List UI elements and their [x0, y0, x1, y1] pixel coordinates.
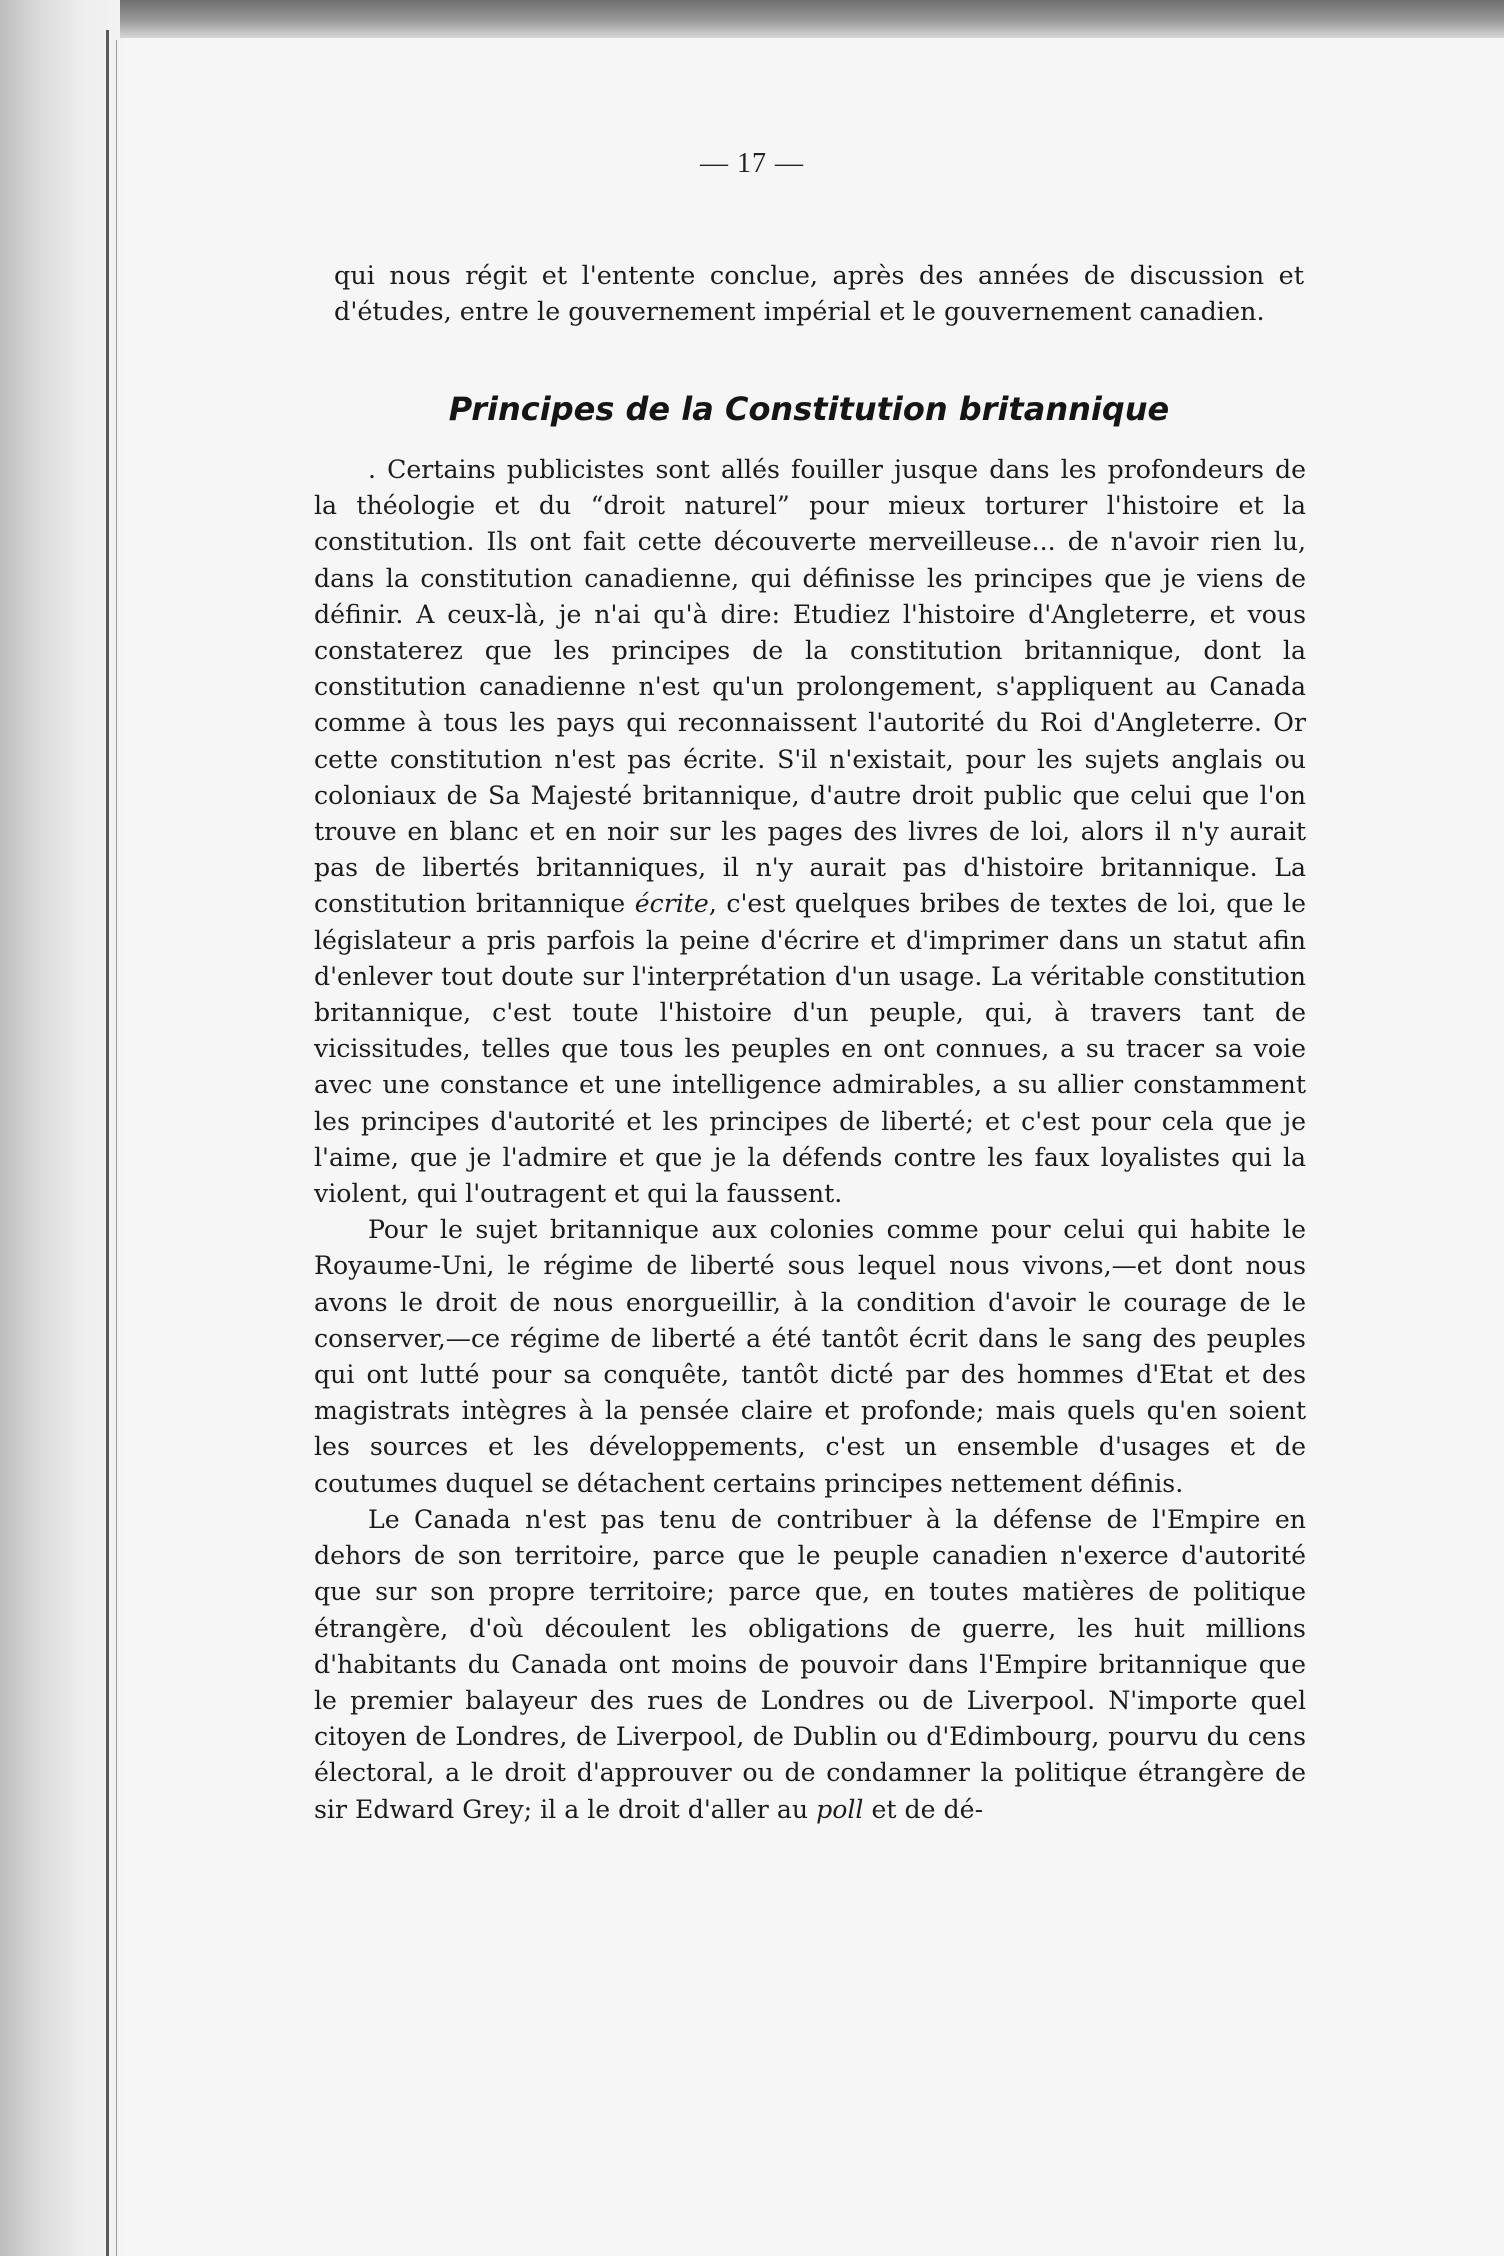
paragraph-3-part-2: et de dé- [863, 1794, 984, 1824]
paragraph-2: Pour le sujet britannique aux colonies comme pour celui qui habite le Royaume-Uni, le régime de liberté sous lequel nous vivons,—et dont nous avons le droit de nous enorgueillir, à la condition d'avoir le courage de le conserver,—ce régime de liberté a été tantôt écrit dans le sang des peuples qui ont lutté pour sa conquête, tantôt dicté par des hommes d'Etat et des magistrats intègres à la pensée claire et profonde; mais quels qu'en soient les sources et les développements, c'est un ensemble d'usages et de coutumes duquel se détachent certains principes nettement définis. [314, 1215, 1306, 1498]
paragraph-1-emphasis: écrite [634, 889, 709, 919]
paragraph-3 [314, 1502, 1306, 1828]
page-number: — 17 — [700, 148, 804, 179]
scan-top-edge [0, 0, 1504, 38]
binding-edge-line-inner [116, 40, 117, 2256]
paragraph-1-part-2: , c'est quelques bribes de textes de loi, que le législateur a pris parfois la peine d'écrire et d'imprimer dans un statut afin d'enlever tout doute sur l'interprétation d'un usage. La véritable constitution britannique, c'est toute l'histoire d'un peuple, qui, à travers tant de vicissitudes, telles que tous les peuples en ont connues, a su tracer sa voie avec une constance et une intelligence admirables, a su allier constamment les principes d'autorité et les principes de liberté; et c'est pour cela que je l'aime, que je l'admire et que je la défends contre les faux loyalistes qui la violent, qui l'outragent et qui la faussent. [314, 889, 1307, 1209]
body-text [314, 452, 1306, 1828]
paragraph-3-emphasis: poll [816, 1794, 864, 1824]
paragraph-1-part-1: . Certains publicistes sont allés fouiller jusque dans les profondeurs de la théologie et du “droit naturel” pour mieux torturer l'histoire et la constitution. Ils ont fait cette découverte merveilleuse... de n'avoir rien lu, dans la constitution canadienne, qui définisse les principes que je viens de définir. A ceux-là, je n'ai qu'à dire: Etudiez l'histoire d'Angleterre, et vous constaterez que les principes de la constitution britannique, dont la constitution canadienne n'est qu'un prolongement, s'appliquent au Canada comme à tous les pays qui reconnaissent l'autorité du Roi d'Angleterre. Or cette constitution n'est pas écrite. S'il n'existait, pour les sujets anglais ou coloniaux de Sa Majesté britannique, d'autre droit public que celui que l'on trouve en blanc et en noir sur les pages des livres de loi, alors il n'y aurait pas de libertés britanniques, il n'y aurait pas d'histoire britannique. La constitution britannique [314, 455, 1306, 919]
intro-block [334, 258, 1304, 331]
book-binding [0, 0, 120, 2256]
intro-paragraph: qui nous régit et l'entente conclue, après des années de discussion et d'études, entre le gouvernement impérial et le gouvernement canadien. [334, 261, 1304, 328]
paragraph-1 [314, 452, 1306, 1212]
binding-edge-line [106, 30, 109, 2256]
paragraph-3-part-1: Le Canada n'est pas tenu de contribuer à la défense de l'Empire en dehors de son territoire, parce que le peuple canadien n'exerce d'autorité que sur son propre territoire; parce que, en toutes matières de politique étrangère, d'où découlent les obligations de guerre, les huit millions d'habitants du Canada ont moins de pouvoir dans l'Empire britannique que le premier balayeur des rues de Londres ou de Liverpool. N'importe quel citoyen de Londres, de Liverpool, de Dublin ou d'Edimbourg, pourvu du cens électoral, a le droit d'approuver ou de condamner la politique étrangère de sir Edward Grey; il a le droit d'aller au [314, 1504, 1306, 1824]
section-heading: Principes de la Constitution britannique [448, 390, 1170, 428]
